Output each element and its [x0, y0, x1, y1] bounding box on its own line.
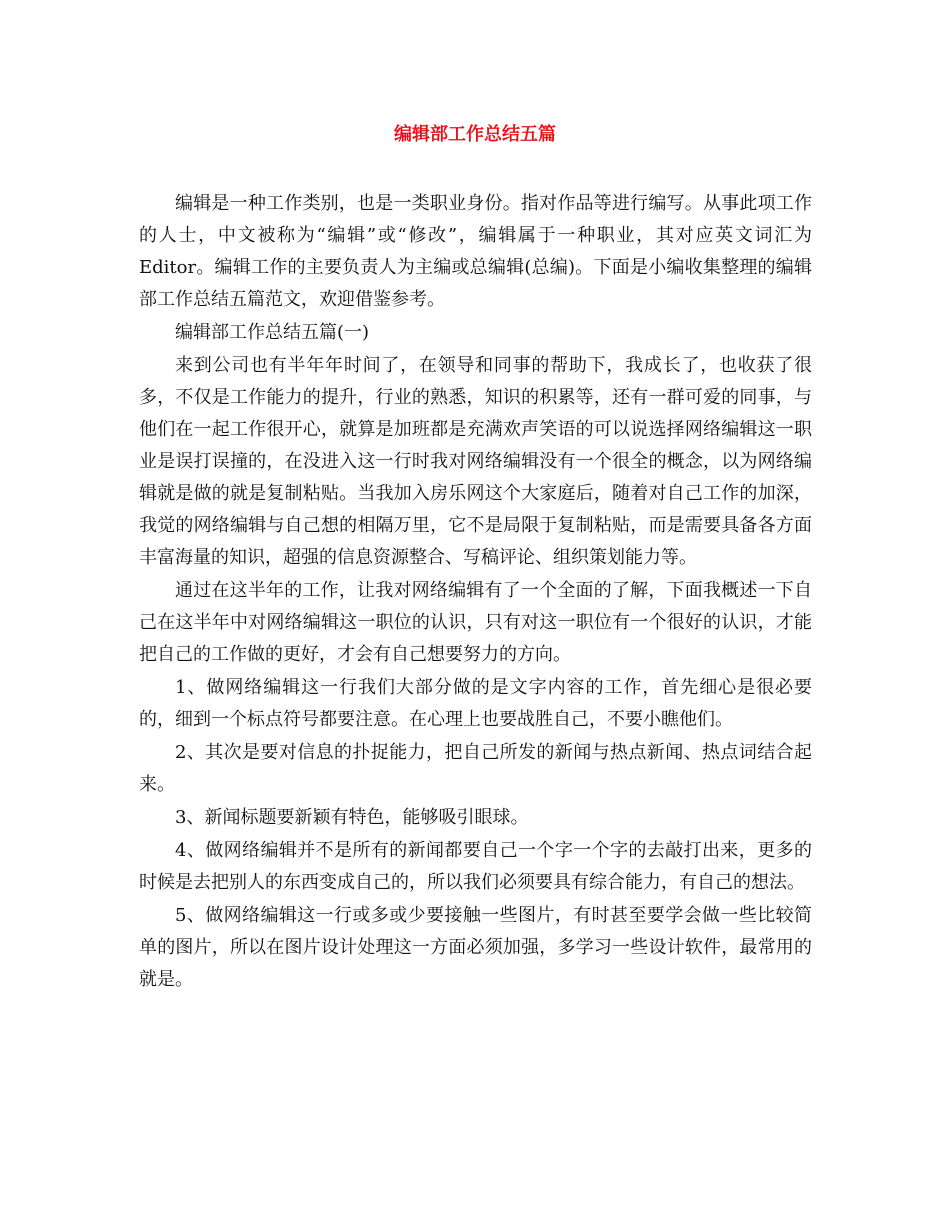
document-title: 编辑部工作总结五篇 [394, 124, 556, 145]
document-body [139, 188, 812, 997]
section-heading: 编辑部工作总结五篇(一) [175, 322, 370, 343]
list-item: 4、做网络编辑并不是所有的新闻都要自己一个字一个字的去敲打出来，更多的时候是去把别人的东西变成自己的，所以我们必须要具有综合能力，有自己的想法。 [139, 840, 812, 893]
body-paragraph: 通过在这半年的工作，让我对网络编辑有了一个全面的了解，下面我概述一下自己在这半年中对网络编辑这一职位的认识，只有对这一职位有一个很好的认识，才能把自己的工作做的更好，才会有自己想要努力的方向。 [139, 580, 812, 665]
list-item: 5、做网络编辑这一行或多或少要接触一些图片，有时甚至要学会做一些比较简单的图片，所以在图片设计处理这一方面必须加强，多学习一些设计软件，最常用的就是。 [139, 905, 812, 990]
intro-paragraph: 编辑是一种工作类别，也是一类职业身份。指对作品等进行编写。从事此项工作的人士，中文被称为“编辑”或“修改”，编辑属于一种职业，其对应英文词汇为Editor。编辑工作的主要负责人为主编或总编辑(总编)。下面是小编收集整理的编辑部工作总结五篇范文，欢迎借鉴参考。 [139, 193, 812, 310]
list-item: 2、其次是要对信息的扑捉能力，把自己所发的新闻与热点新闻、热点词结合起来。 [139, 742, 812, 795]
list-item: 1、做网络编辑这一行我们大部分做的是文字内容的工作，首先细心是很必要的，细到一个标点符号都要注意。在心理上也要战胜自己，不要小瞧他们。 [139, 677, 812, 730]
list-item: 3、新闻标题要新颖有特色，能够吸引眼球。 [175, 807, 529, 828]
body-paragraph: 来到公司也有半年年时间了，在领导和同事的帮助下，我成长了，也收获了很多，不仅是工作能力的提升，行业的熟悉，知识的积累等，还有一群可爱的同事，与他们在一起工作很开心，就算是加班都是充满欢声笑语的可以说选择网络编辑这一职业是误打误撞的，在没进入这一行时我对网络编辑没有一个很全的概念，以为网络编辑就是做的就是复制粘贴。当我加入房乐网这个大家庭后，随着对自己工作的加深，我觉的网络编辑与自己想的相隔万里，它不是局限于复制粘贴，而是需要具备各方面丰富海量的知识，超强的信息资源整合、写稿评论、组织策划能力等。 [139, 355, 812, 568]
